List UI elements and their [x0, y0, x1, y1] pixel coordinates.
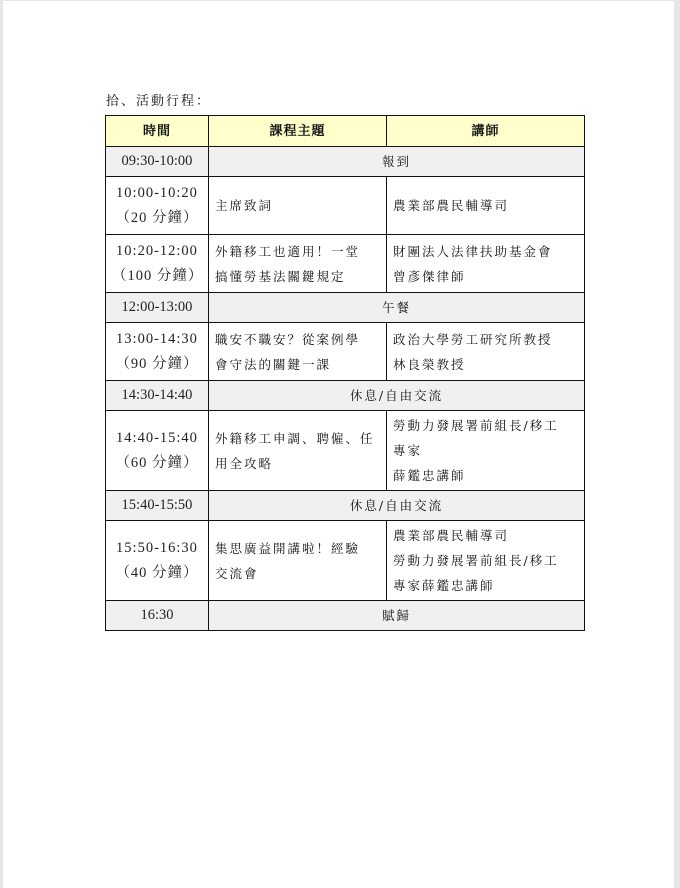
time-cell [106, 323, 209, 381]
merged-activity-cell: 午餐 [209, 293, 585, 323]
topic-line: 外籍移工申調、聘僱、任 [215, 430, 375, 446]
topic-cell [209, 521, 387, 601]
header-speaker: 講師 [387, 116, 585, 147]
topic-line: 外籍移工也適用！一堂 [215, 243, 361, 259]
time-cell [106, 293, 209, 323]
speaker-line: 政治大學勞工研究所教授 [393, 331, 553, 347]
time-cell [106, 601, 209, 631]
duration: （60 分鐘） [115, 454, 199, 471]
time-range: 14:30-14:40 [121, 387, 193, 403]
speaker-line: 勞動力發展署前組長/移工 [393, 418, 559, 433]
time-cell [106, 177, 209, 235]
table-row [106, 381, 585, 411]
merged-activity-cell: 賦歸 [209, 601, 585, 631]
speaker-cell [387, 411, 585, 491]
duration: （100 分鐘） [112, 267, 204, 284]
speaker-cell [387, 235, 585, 293]
speaker-cell [387, 177, 585, 235]
header-time: 時間 [106, 116, 209, 147]
speaker-line: 專家 [393, 443, 423, 458]
table-row [106, 293, 585, 323]
document-page [3, 1, 674, 888]
speaker-line: 農業部農民輔導司 [393, 198, 510, 213]
duration: （20 分鐘） [115, 209, 199, 226]
time-range: 10:20-12:00 [116, 242, 198, 259]
topic-line: 用全攻略 [215, 455, 274, 471]
time-range: 15:40-15:50 [121, 497, 193, 513]
table-row [106, 323, 585, 381]
topic-line: 主席致詞 [215, 198, 274, 213]
speaker-cell [387, 521, 585, 601]
time-range: 13:00-14:30 [116, 330, 198, 347]
speaker-line: 曾彥傑律師 [393, 268, 466, 284]
section-title: 拾、活動行程： [106, 94, 212, 109]
time-range: 15:50-16:30 [116, 539, 198, 556]
time-range: 10:00-10:20 [116, 184, 198, 201]
speaker-line: 財團法人法律扶助基金會 [393, 243, 553, 259]
merged-activity-cell: 休息/自由交流 [209, 381, 585, 411]
topic-line: 搞懂勞基法關鍵規定 [215, 268, 346, 284]
merged-activity-cell: 報到 [209, 147, 585, 177]
time-range: 12:00-13:00 [121, 299, 193, 315]
table-row [106, 601, 585, 631]
table-row [106, 235, 585, 293]
speaker-line: 薛鑑忠講師 [393, 468, 466, 483]
topic-line: 會守法的關鍵一課 [215, 356, 332, 372]
schedule-table [105, 115, 585, 631]
table-header-row [106, 116, 585, 147]
time-cell [106, 381, 209, 411]
time-range: 09:30-10:00 [121, 153, 193, 169]
table-row [106, 177, 585, 235]
topic-line: 集思廣益開講啦！經驗 [215, 540, 361, 556]
speaker-line: 勞動力發展署前組長/移工 [393, 553, 559, 568]
time-cell [106, 521, 209, 601]
time-cell [106, 235, 209, 293]
time-range: 16:30 [140, 607, 174, 623]
topic-cell [209, 411, 387, 491]
table-row [106, 491, 585, 521]
time-cell [106, 491, 209, 521]
time-range: 14:40-15:40 [116, 429, 198, 446]
time-cell [106, 411, 209, 491]
merged-activity-cell: 休息/自由交流 [209, 491, 585, 521]
topic-line: 職安不職安？從案例學 [215, 331, 361, 347]
time-cell [106, 147, 209, 177]
topic-cell [209, 177, 387, 235]
topic-cell [209, 235, 387, 293]
speaker-line: 專家薛鑑忠講師 [393, 578, 495, 593]
table-row [106, 147, 585, 177]
duration: （90 分鐘） [115, 355, 199, 372]
speaker-cell [387, 323, 585, 381]
speaker-line: 林良榮教授 [393, 356, 466, 372]
header-topic: 課程主題 [209, 116, 387, 147]
table-row [106, 521, 585, 601]
speaker-line: 農業部農民輔導司 [393, 528, 510, 543]
duration: （40 分鐘） [115, 564, 199, 581]
topic-line: 交流會 [215, 565, 259, 581]
topic-cell [209, 323, 387, 381]
table-row [106, 411, 585, 491]
